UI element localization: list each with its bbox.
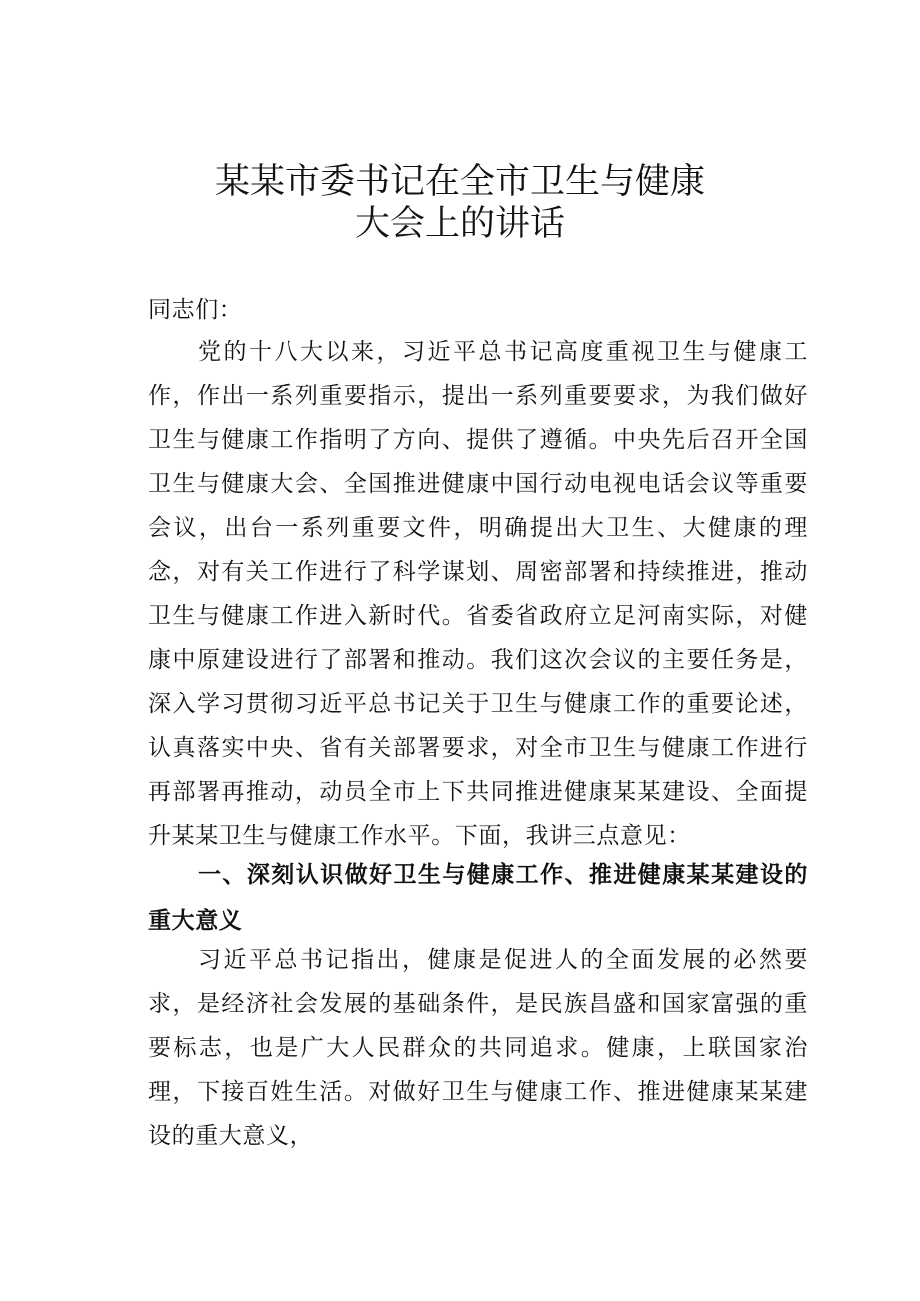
document-title-line-1: 某某市委书记在全市卫生与健康: [214, 162, 705, 202]
section-heading-1: 一、深刻认识做好卫生与健康工作、推进健康某某建设的重大意义: [148, 862, 808, 934]
document-title-line-2: 大会上的讲话: [354, 204, 565, 244]
paragraph-2: 习近平总书记指出，健康是促进人的全面发展的必然要求，是经济社会发展的基础条件，是民族昌盛和国家富强的重要标志，也是广大人民群众的共同追求。健康，上联国家治理，下接百姓生活。对做好卫生与健康工作、推进健康某某建设的重大意义，: [148, 947, 808, 1149]
salutation: 同志们：: [148, 297, 243, 323]
paragraph-1: 党的十八大以来，习近平总书记高度重视卫生与健康工作，作出一系列重要指示，提出一系列重要要求，为我们做好卫生与健康工作指明了方向、提供了遵循。中央先后召开全国卫生与健康大会、全国推进健康中国行动电视电话会议等重要会议，出台一系列重要文件，明确提出大卫生、大健康的理念，对有关工作进行了科学谋划、周密部署和持续推进，推动卫生与健康工作进入新时代。省委省政府立足河南实际，对健康中原建设进行了部署和推动。我们这次会议的主要任务是，深入学习贯彻习近平总书记关于卫生与健康工作的重要论述，认真落实中央、省有关部署要求，对全市卫生与健康工作进行再部署再推动，动员全市上下共同推进健康某某建设、全面提升某某卫生与健康工作水平。下面，我讲三点意见：: [148, 339, 808, 849]
